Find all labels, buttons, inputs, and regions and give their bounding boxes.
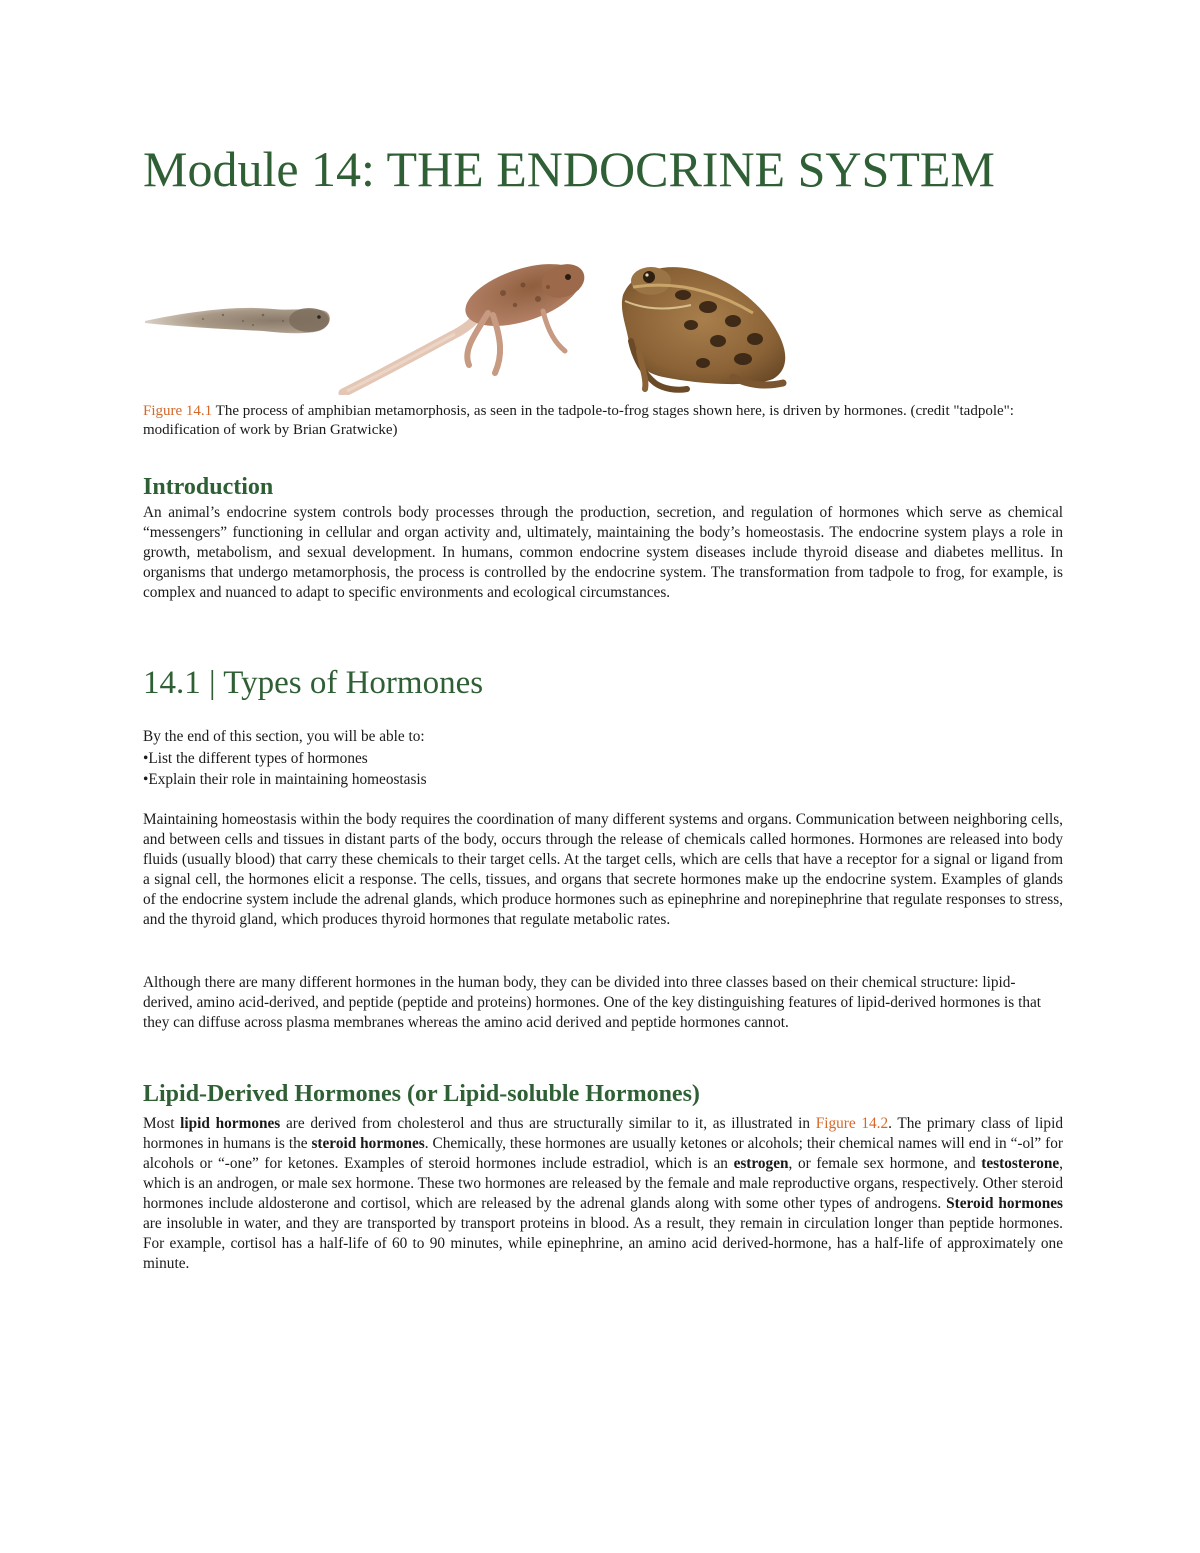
lipid-hormones-heading: Lipid-Derived Hormones (or Lipid-soluble Hormones) — [143, 1081, 700, 1107]
objectives-list — [143, 748, 1063, 791]
tadpole-icon — [145, 308, 330, 333]
intro-heading: Introduction — [143, 474, 274, 500]
term-estrogen: estrogen — [733, 1155, 789, 1172]
text-run: are derived from cholesterol and thus are structurally similar to it, as illustrated in — [280, 1115, 816, 1132]
caption-text: The process of amphibian metamorphosis, as seen in the tadpole-to-frog stages shown here, is driven by hormones. (credit "tadpole": modification of work by Brian Gratwicke) — [143, 403, 1014, 438]
text-run: , or female sex hormone, and — [788, 1155, 982, 1172]
page-title: Module 14: THE ENDOCRINE SYSTEM — [143, 141, 995, 197]
lipid-hormones-paragraph — [143, 1114, 1063, 1274]
term-lipid-hormones: lipid hormones — [180, 1115, 281, 1132]
homeostasis-paragraph: Maintaining homeostasis within the body requires the coordination of many different systems and organs. Communication between neighboring cells, and between cells and tissues in distant parts of the body, occurs through the release of chemicals called hormones. Hormones are released into body fluids (usually blood) that carry these chemicals to their target cells. At the target cells, which are cells that have a receptor for a signal or ligand from a signal cell, the hormones elicit a response. The cells, tissues, and organs that secrete hormones make up the endocrine system. Examples of glands of the endocrine system include the adrenal glands, which produce hormones such as epinephrine and norepinephrine that regulate responses to stress, and the thyroid gland, which produces thyroid hormones that regulate metabolic rates. — [143, 811, 1063, 928]
objective-item: • Explain their role in maintaining homeostasis — [143, 769, 1063, 791]
text-run: . The primary class of lipid hormones in humans is the — [143, 1115, 1063, 1152]
term-steroid-hormones: Steroid hormones — [946, 1195, 1063, 1212]
section-heading-types-of-hormones: 14.1 | Types of Hormones — [143, 665, 484, 701]
figure-14-1 — [143, 255, 803, 395]
hormone-classes-paragraph: Although there are many different hormones in the human body, they can be divided into three classes based on their chemical structure: lipid-derived, amino acid-derived, and peptide (peptide and proteins) hormones. One of the key distinguishing features of lipid-derived hormones is that they can diffuse across plasma membranes whereas the amino acid derived and peptide hormones cannot. — [143, 974, 1042, 1031]
froglet-icon — [343, 255, 589, 393]
objective-item: • List the different types of hormones — [143, 748, 1063, 770]
intro-paragraph: An animal’s endocrine system controls body processes through the production, secretion, and regulation of hormones which serve as chemical “messengers” functioning in cellular and organ activity and, ultimately, maintaining the body’s homeostasis. The endocrine system plays a role in growth, metabolism, and sexual development. In humans, common endocrine system diseases include thyroid disease and diabetes mellitus. In organisms that undergo metamorphosis, the process is controlled by the endocrine system. The transformation from tadpole to frog, for example, is complex and nuanced to adapt to specific environments and ecological circumstances. — [143, 504, 1063, 601]
text-run: . Chemically, these hormones are usually ketones or alcohols; their chemical names will end in “-ol” for alcohols or “-one” for ketones. Examples of steroid hormones include estradiol, which is an — [143, 1135, 1063, 1172]
frog-icon — [622, 267, 785, 390]
figure-14-2-link[interactable]: Figure 14.2 — [815, 1115, 889, 1132]
figure-caption — [143, 402, 1065, 440]
figure-reference-link[interactable]: Figure 14.1 — [143, 403, 213, 419]
term-testosterone: testosterone — [981, 1155, 1060, 1172]
metamorphosis-illustration — [143, 255, 803, 395]
text-run: , which is an androgen, or male sex hormone. These two hormones are released by the female and male reproductive organs, respectively. Other steroid hormones include aldosterone and cortisol, which are released by the adrenal glands along with some other types of androgens. — [143, 1155, 1063, 1212]
term-steroid-hormones: steroid hormones — [311, 1135, 425, 1152]
learning-objectives — [143, 726, 1063, 791]
text-run: Most — [143, 1115, 181, 1132]
objectives-intro: By the end of this section, you will be able to: — [143, 728, 425, 745]
text-run: are insoluble in water, and they are transported by transport proteins in blood. As a result, they remain in circulation longer than peptide hormones. For example, cortisol has a half-life of 60 to 90 minutes, while epinephrine, an amino acid derived-hormone, has a half-life of approximately one minute. — [143, 1215, 1063, 1272]
